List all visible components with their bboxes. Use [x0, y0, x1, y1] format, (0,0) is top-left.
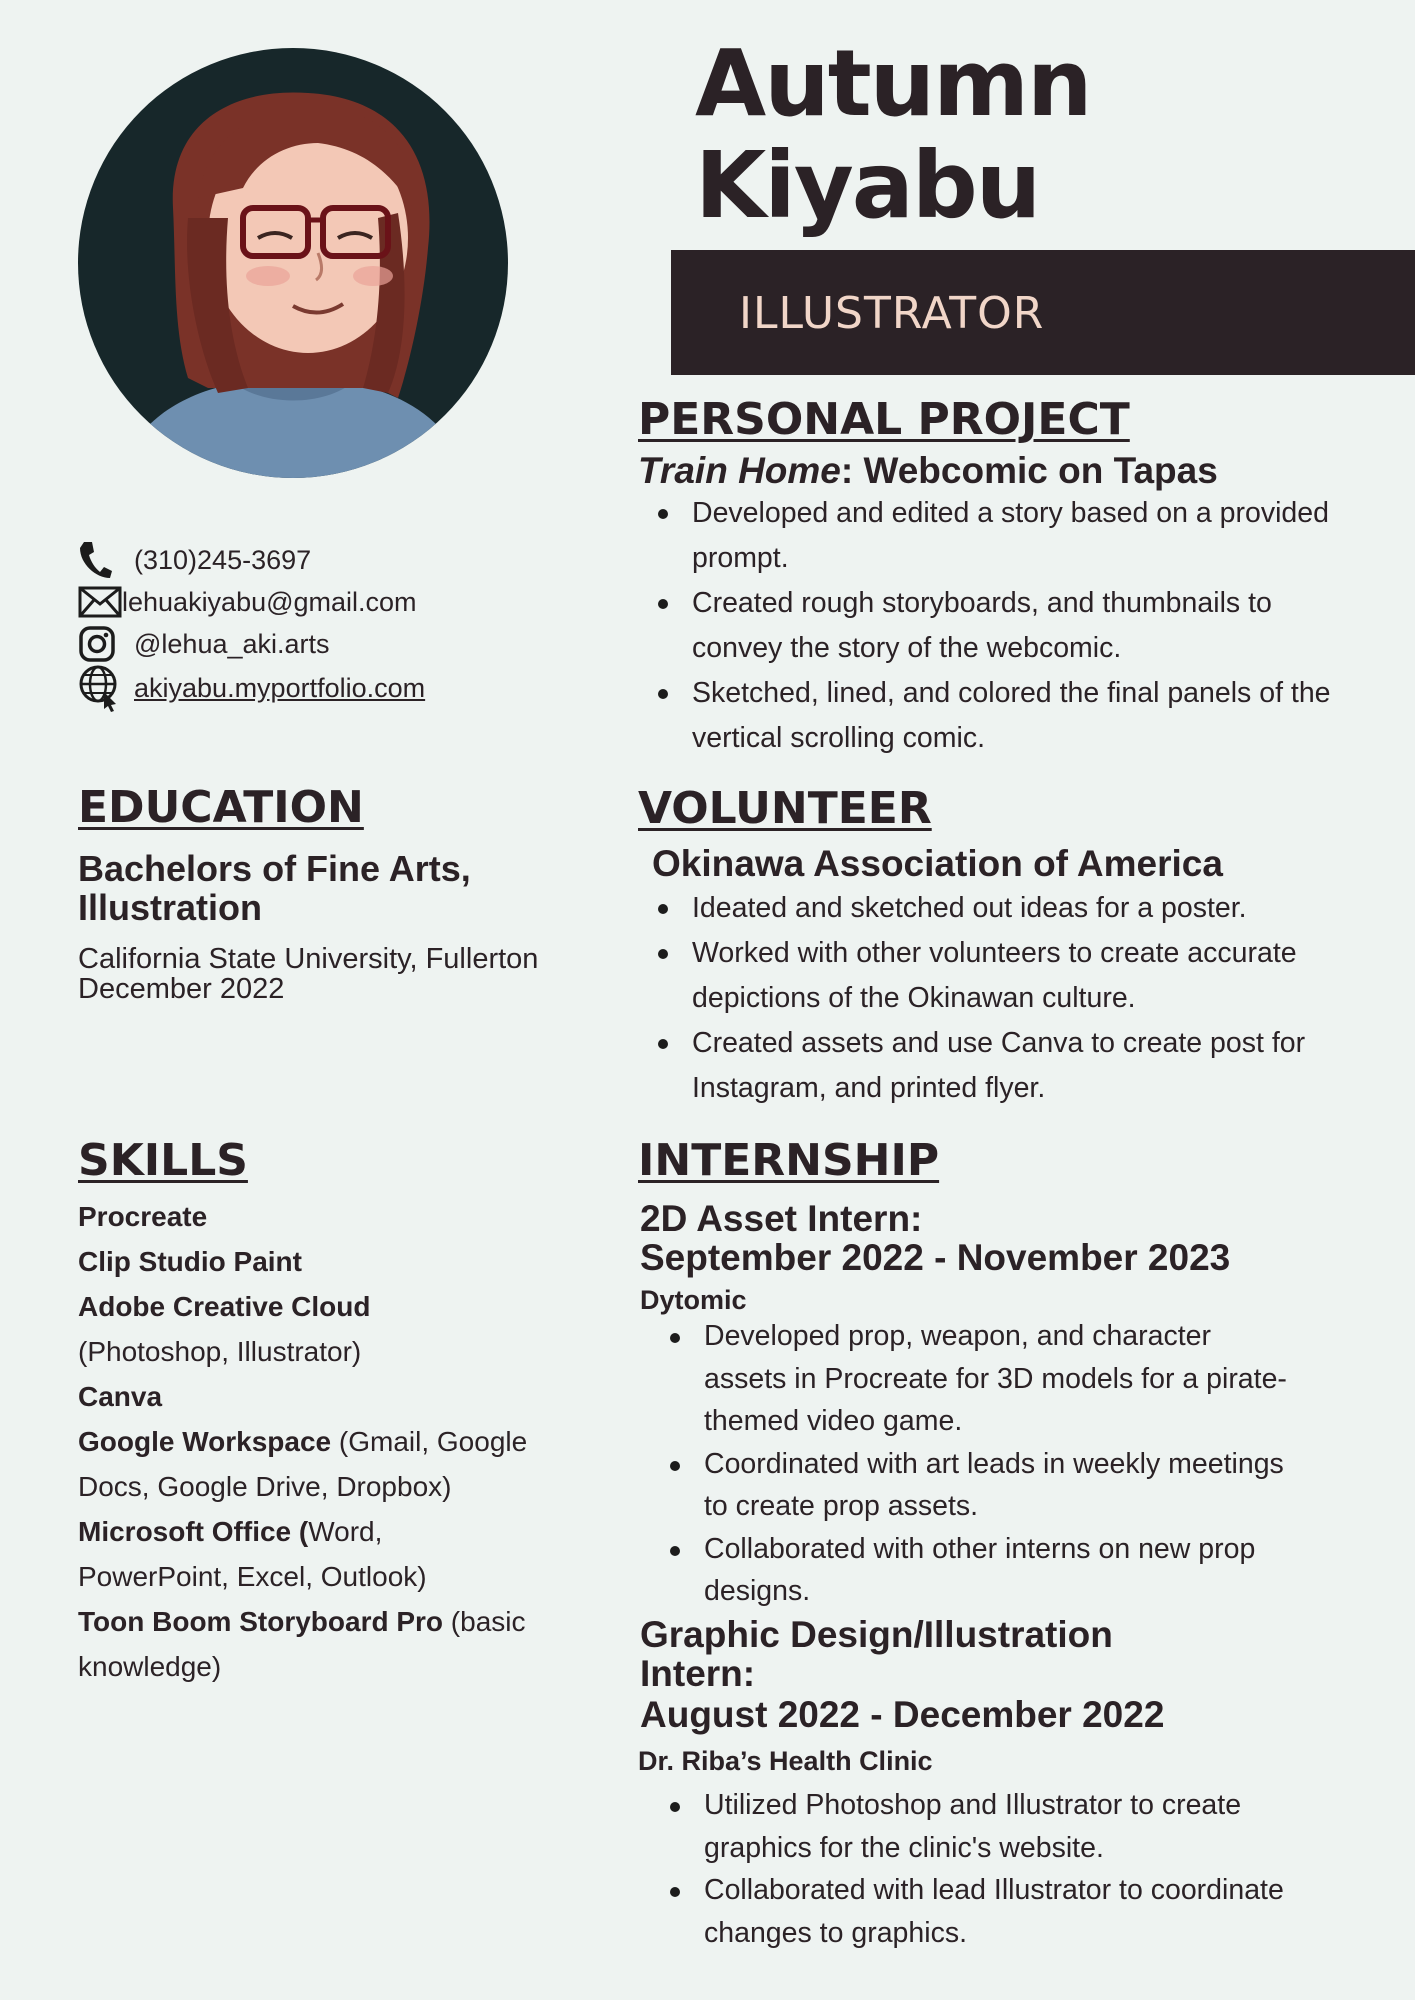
job-company: Dr. Riba’s Health Clinic — [638, 1746, 933, 1776]
degree-line-2: Illustration — [78, 887, 263, 928]
list-item: Ideated and sketched out ideas for a poster. — [640, 886, 1340, 931]
school-name: California State University, Fullerton — [78, 943, 539, 975]
internship-heading: INTERNSHIP — [638, 1135, 940, 1186]
contact-instagram[interactable] — [78, 624, 330, 664]
list-item: Worked with other volunteers to create accurate depictions of the Okinawan culture. — [640, 931, 1340, 1021]
job-role-line-2: Intern: — [640, 1653, 756, 1694]
mail-icon — [78, 582, 122, 622]
project-title: Train Home: Webcomic on Tapas — [638, 450, 1218, 491]
job-bullets — [652, 1315, 1292, 1613]
email-address: lehuakiyabu@gmail.com — [122, 586, 417, 617]
skill-item: Microsoft Office (Word, — [78, 1516, 383, 1547]
list-item: Created rough storyboards, and thumbnails to convey the story of the webcomic. — [640, 581, 1350, 671]
skill-item: Adobe Creative Cloud — [78, 1291, 371, 1322]
degree-line-1: Bachelors of Fine Arts, — [78, 848, 471, 889]
project-bullets — [640, 491, 1350, 761]
volunteer-org: Okinawa Association of America — [652, 843, 1223, 884]
job-dates: September 2022 - November 2023 — [640, 1237, 1231, 1278]
skills-heading: SKILLS — [78, 1135, 248, 1186]
last-name: Kiyabu — [695, 132, 1040, 239]
list-item: Coordinated with art leads in weekly meetings to create prop assets. — [652, 1443, 1292, 1528]
skill-item: knowledge) — [78, 1651, 222, 1682]
graduation-date: December 2022 — [78, 973, 285, 1005]
title-banner — [671, 250, 1415, 375]
skill-item: PowerPoint, Excel, Outlook) — [78, 1561, 427, 1592]
skill-item: Canva — [78, 1381, 163, 1412]
skill-item: Clip Studio Paint — [78, 1246, 302, 1277]
skill-item: Procreate — [78, 1201, 208, 1232]
portfolio-link[interactable]: akiyabu.myportfolio.com — [134, 672, 426, 703]
education-heading: EDUCATION — [78, 782, 364, 833]
job-title: ILLUSTRATOR — [739, 288, 1045, 339]
list-item: Collaborated with other interns on new prop designs. — [652, 1528, 1292, 1613]
personal-project-heading: PERSONAL PROJECT — [638, 394, 1130, 445]
list-item: Developed and edited a story based on a provided prompt. — [640, 491, 1350, 581]
job-bullets — [652, 1784, 1292, 1954]
list-item: Developed prop, weapon, and character assets in Procreate for 3D models for a pirate-themed video game. — [652, 1315, 1292, 1443]
skill-item: Toon Boom Storyboard Pro (basic — [78, 1606, 526, 1637]
globe-cursor-icon — [78, 668, 122, 708]
volunteer-heading: VOLUNTEER — [638, 783, 932, 834]
list-item: Sketched, lined, and colored the final panels of the vertical scrolling comic. — [640, 671, 1350, 761]
job-company: Dytomic — [640, 1285, 747, 1315]
skill-item: Docs, Google Drive, Dropbox) — [78, 1471, 452, 1502]
instagram-handle: @lehua_aki.arts — [134, 628, 330, 659]
list-item: Created assets and use Canva to create post for Instagram, and printed flyer. — [640, 1021, 1340, 1111]
job-role: 2D Asset Intern: — [640, 1198, 923, 1239]
contact-phone[interactable] — [78, 540, 311, 580]
phone-icon — [78, 540, 122, 580]
instagram-icon — [78, 624, 122, 664]
volunteer-bullets — [640, 886, 1340, 1111]
phone-number: (310)245-3697 — [134, 544, 312, 575]
list-item: Utilized Photoshop and Illustrator to create graphics for the clinic's website. — [652, 1784, 1292, 1869]
contact-email[interactable] — [78, 582, 417, 622]
job-dates: August 2022 - December 2022 — [640, 1694, 1165, 1735]
job-role-line-1: Graphic Design/Illustration — [640, 1614, 1113, 1655]
skill-item: (Photoshop, Illustrator) — [78, 1336, 362, 1367]
list-item: Collaborated with lead Illustrator to coordinate changes to graphics. — [652, 1869, 1292, 1954]
first-name: Autumn — [695, 30, 1091, 137]
profile-portrait — [78, 48, 508, 478]
project-name: Train Home — [638, 450, 841, 491]
skills-list — [78, 1194, 527, 1689]
skill-item: Google Workspace (Gmail, Google — [78, 1426, 528, 1457]
contact-portfolio[interactable] — [78, 668, 425, 708]
